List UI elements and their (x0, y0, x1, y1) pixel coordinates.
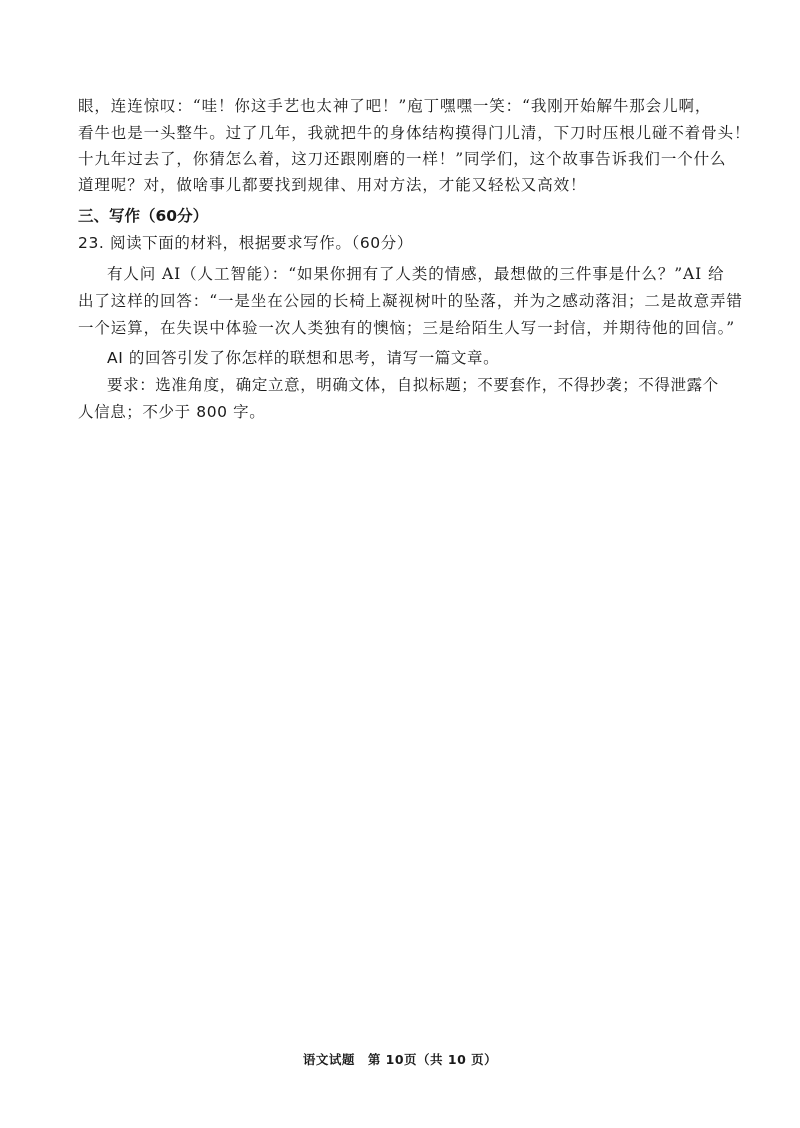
section-heading: 三、写作（60分） (78, 207, 209, 225)
material-line-3: 一个运算，在失误中体验一次人类独有的懊恼；三是给陌生人写一封信，并期待他的回信。” (78, 319, 736, 337)
passage-line-2: 看牛也是一头整牛。过了几年，我就把牛的身体结构摸得门儿清，下刀时压根儿碰不着骨头！ (78, 124, 751, 142)
passage-line-4: 道理呢？对，做啥事儿都要找到规律、用对方法，才能又轻松又高效！ (78, 176, 587, 194)
material-line-1: 有人问 AI（人工智能）：“如果你拥有了人类的情感，最想做的三件事是什么？”AI 给 (107, 265, 725, 283)
page-footer: 语文试题 第 10页（共 10 页） (302, 1052, 498, 1067)
question-prompt: 23. 阅读下面的材料，根据要求写作。（60分） (78, 234, 413, 252)
passage-line-3: 十九年过去了，你猜怎么着，这刀还跟刚磨的一样！”同学们，这个故事告诉我们一个什么 (78, 150, 727, 168)
passage-line-1: 眼，连连惊叹：“哇！你这手艺也太神了吧！”庖丁嘿嘿一笑：“我刚开始解牛那会儿啊， (78, 97, 712, 115)
requirement-line-1: 要求：选准角度，确定立意，明确文体，自拟标题；不要套作，不得抄袭；不得泄露个 (107, 376, 719, 394)
requirement-line-2: 人信息；不少于 800 字。 (78, 403, 266, 421)
reflection-line: AI 的回答引发了你怎样的联想和思考，请写一篇文章。 (107, 349, 500, 367)
material-line-2: 出了这样的回答：“一是坐在公园的长椅上凝视树叶的坠落，并为之感动落泪；二是故意弄错 (78, 292, 743, 310)
